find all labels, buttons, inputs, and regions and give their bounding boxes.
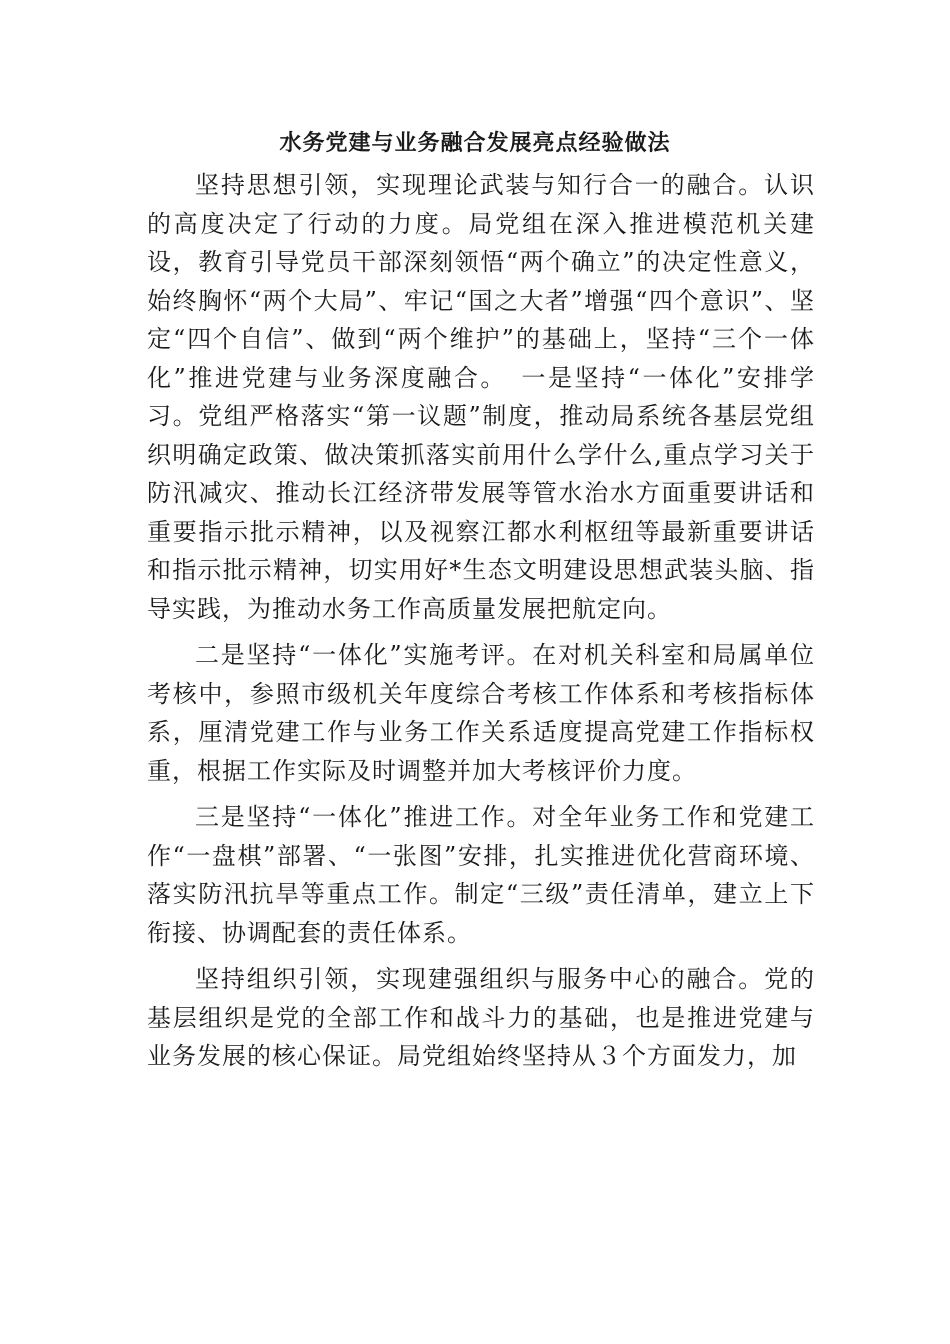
paragraph-3: 三是坚持“一体化”推进工作。对全年业务工作和党建工作“一盘棋”部署、“一张图”安排，扎实推进优化营商环境、落实防汛抗旱等重点工作。制定“三级”责任清单，建立上下衔接、协调配套的责任体系。 [147,803,815,947]
document-body [147,166,815,1084]
paragraph-4: 坚持组织引领，实现建强组织与服务中心的融合。党的基层组织是党的全部工作和战斗力的基础，也是推进党建与业务发展的核心保证。局党组始终坚持从３个方面发力，加 [147,965,815,1070]
paragraph-1: 坚持思想引领，实现理论武装与知行合一的融合。认识的高度决定了行动的力度。局党组在深入推进模范机关建设，教育引导党员干部深刻领悟“两个确立”的决定性意义，始终胸怀“两个大局”、牢记“国之大者”增强“四个意识”、坚定“四个自信”、做到“两个维护”的基础上，坚持“三个一体化”推进党建与业务深度融合。 一是坚持“一体化”安排学习。党组严格落实“第一议题”制度，推动局系统各基层党组织明确定政策、做决策抓落实前用什么学什么,重点学习关于防汛减灾、推动长江经济带发展等管水治水方面重要讲话和重要指示批示精神，以及视察江都水利枢纽等最新重要讲话和指示批示精神，切实用好*生态文明建设思想武装头脑、指导实践，为推动水务工作高质量发展把航定向。 [147,171,815,623]
paragraph-2: 二是坚持“一体化”实施考评。在对机关科室和局属单位考核中，参照市级机关年度综合考核工作体系和考核指标体系，厘清党建工作与业务工作关系适度提高党建工作指标权重，根据工作实际及时调整并加大考核评价力度。 [147,641,815,785]
document-title: 水务党建与业务融合发展亮点经验做法 [279,130,671,156]
